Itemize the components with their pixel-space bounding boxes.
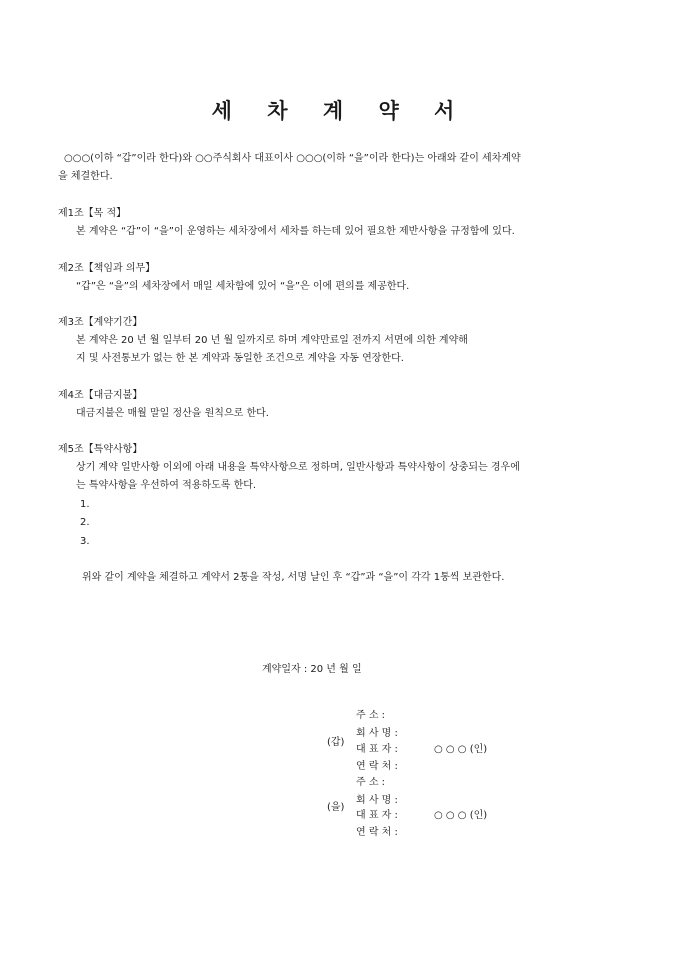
article-2-heading: 제2조【책임과 의무】: [58, 263, 156, 274]
party-gap-company-row: [356, 724, 434, 739]
party-eul-label: (을): [327, 802, 345, 813]
contract-date: 계약일자 : 20 년 월 일: [262, 664, 362, 675]
representative-value: ○ ○ ○ (인): [434, 744, 488, 755]
intro-line-1: ○○○(이하 “갑”이라 한다)와 ○○주식회사 대표이사 ○○○(이하 “을”이라 한다)는 아래와 같이 세차계약: [64, 153, 521, 164]
article-1-heading: 제1조【목 적】: [58, 208, 127, 219]
representative-label: 대 표 자 :: [356, 810, 398, 821]
article-5-item-2: 2.: [80, 517, 90, 528]
company-label: 회 사 명 :: [356, 728, 398, 739]
intro-line-2: 을 체결한다.: [58, 171, 113, 182]
company-label: 회 사 명 :: [356, 795, 398, 806]
article-1-line-1: 본 계약은 “갑”이 “을”이 운영하는 세차장에서 세차를 하는데 있어 필요한 제반사항을 규정함에 있다.: [76, 226, 515, 237]
article-5-line-2: 는 특약사항을 우선하여 적용하도록 한다.: [76, 480, 257, 491]
article-5-item-3: 3.: [80, 536, 90, 547]
contact-label: 연 락 처 :: [356, 761, 398, 772]
closing-statement: 위와 같이 계약을 체결하고 계약서 2통을 작성, 서명 날인 후 “갑”과 “을”이 각각 1통씩 보관한다.: [82, 572, 505, 583]
party-gap-contact-row: [356, 757, 434, 772]
article-3-line-2: 지 및 사전통보가 없는 한 본 계약과 동일한 조건으로 계약을 자동 연장한다.: [76, 353, 404, 364]
party-eul-company-row: [356, 791, 434, 806]
article-4-line-1: 대금지불은 매월 말일 정산을 원칙으로 한다.: [76, 408, 269, 419]
representative-label: 대 표 자 :: [356, 744, 398, 755]
contact-label: 연 락 처 :: [356, 827, 398, 838]
article-3-line-1: 본 계약은 20 년 월 일부터 20 년 월 일까지로 하며 계약만료일 전까지 서면에 의한 계약해: [76, 335, 468, 346]
address-label: 주 소 :: [356, 710, 386, 721]
article-5-item-1: 1.: [80, 499, 90, 510]
address-label: 주 소 :: [356, 777, 386, 788]
party-gap-representative-row: [356, 740, 487, 755]
party-eul-contact-row: [356, 823, 434, 838]
party-gap-address-row: [356, 706, 434, 721]
party-eul-representative-row: [356, 806, 487, 821]
article-3-heading: 제3조【계약기간】: [58, 317, 143, 328]
party-gap-label: (갑): [327, 737, 345, 748]
article-5-heading: 제5조【특약사항】: [58, 444, 143, 455]
article-4-heading: 제4조【대금지불】: [58, 390, 143, 401]
party-eul-address-row: [356, 773, 434, 788]
document-title: 세 차 계 약 서: [211, 99, 469, 123]
representative-value: ○ ○ ○ (인): [434, 810, 488, 821]
article-2-line-1: “갑”은 “을”의 세차장에서 매일 세차함에 있어 “을”은 이에 편의를 제공한다.: [76, 281, 410, 292]
article-5-line-1: 상기 계약 일반사항 이외에 아래 내용을 특약사항으로 정하며, 일반사항과 특약사항이 상충되는 경우에: [76, 462, 520, 473]
